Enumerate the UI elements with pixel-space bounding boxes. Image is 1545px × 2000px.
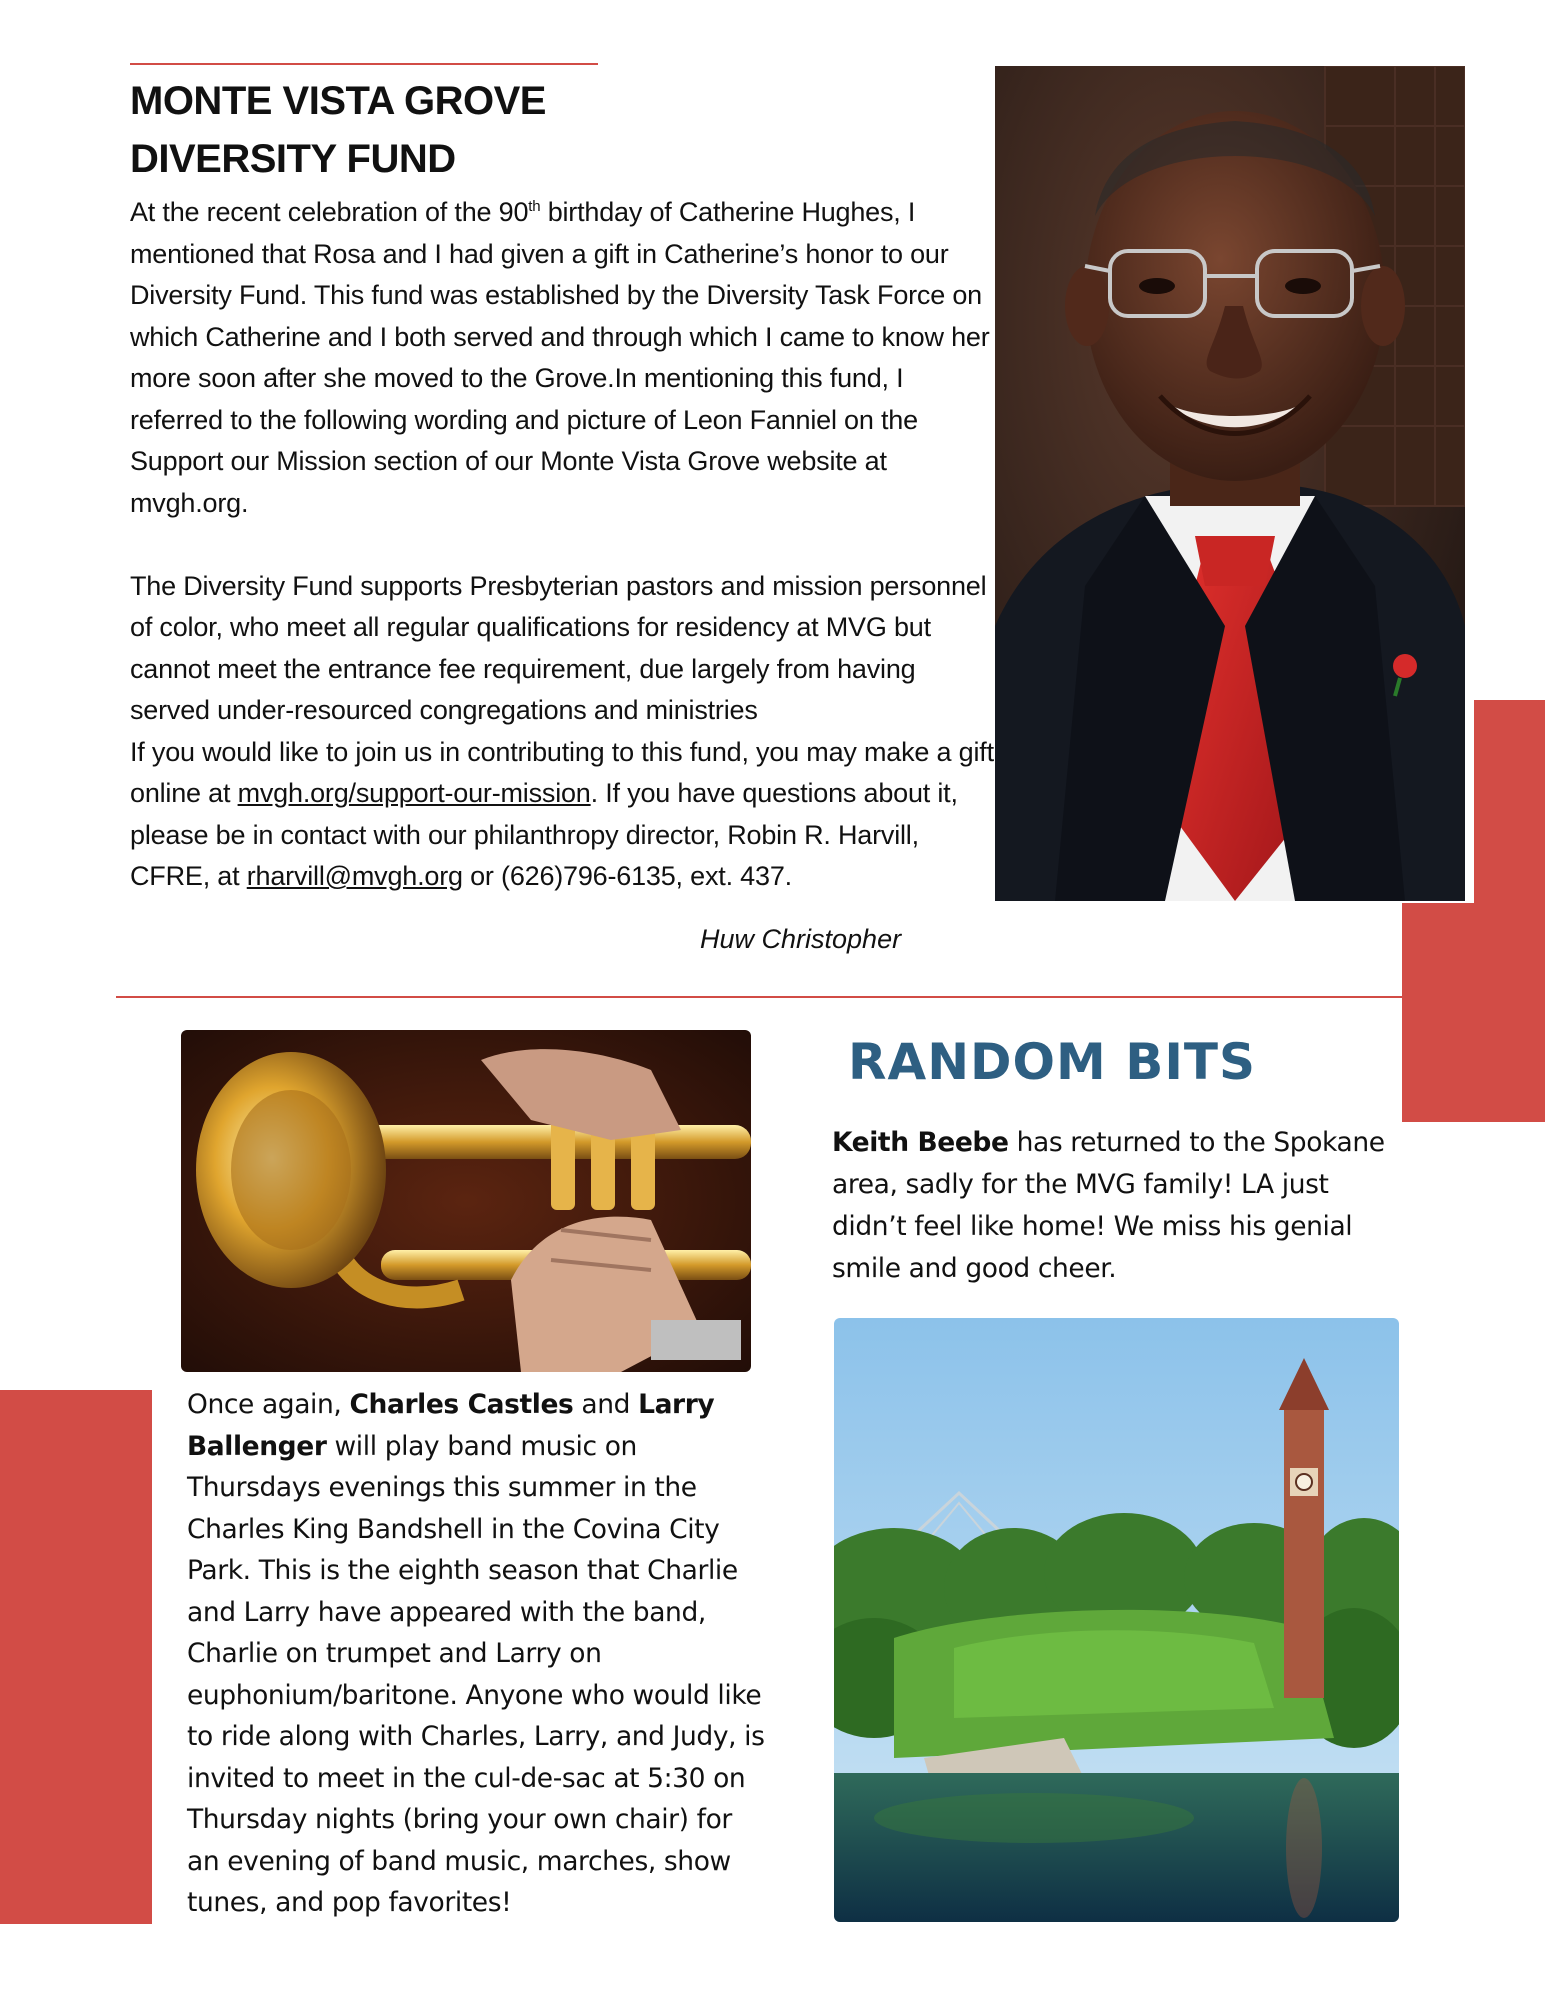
trumpet-photo [181, 1030, 751, 1372]
decorative-red-block-left [0, 1390, 152, 1924]
article-paragraph-1: At the recent celebration of the 90th birthday of Catherine Hughes, I mentioned that Rosa and I had given a gift in Catherine’s honor to our Diversity Fund. This fund was established by the Diversity Task Force on which Catherine and I both served and through which I came to know her more soon after she moved to the Grove.In mentioning this fund, I referred to the following wording and picture of Leon Fanniel on the Support our Mission section of our Monte Vista Grove website at mvgh.org. [130, 197, 990, 518]
decorative-red-block-right-lower [1402, 903, 1545, 1122]
article-paragraph-3: If you would like to join us in contributing to this fund, you may make a gift online at mvgh.org/support-our-mission. If you have questions about it, please be in contact with our philanthropy director, Robin R. Harvill, CFRE, at rharvill@mvgh.org or (626)796-6135, ext. 437. [130, 736, 994, 891]
title-line-2: DIVERSITY FUND [130, 137, 456, 181]
support-mission-link[interactable]: mvgh.org/support-our-mission [237, 778, 591, 808]
charles-castles-name: Charles Castles [349, 1389, 574, 1420]
email-link[interactable]: rharvill@mvgh.org [246, 861, 463, 891]
article-title [130, 72, 650, 188]
spokane-park-photo [834, 1318, 1399, 1922]
article-body [130, 192, 1000, 898]
article-paragraph-2: The Diversity Fund supports Presbyterian pastors and mission personnel of color, who meet all regular qualifications for residency at MVG but cannot meet the entrance fee requirement, due largely from having served under-resourced congregations and ministries [130, 570, 987, 725]
random-bits-heading: RANDOM BITS [848, 1033, 1257, 1091]
title-line-1: MONTE VISTA GROVE [130, 79, 546, 123]
keith-beebe-note: Keith Beebe has returned to the Spokane area, sadly for the MVG family! LA just didn’t feel like home! We miss his genial smile and good cheer. [832, 1127, 1385, 1284]
larry-ballenger-name: Larry Ballenger [187, 1389, 715, 1462]
band-music-note: Once again, Charles Castles and Larry Ballenger will play band music on Thursdays evenings this summer in the Charles King Bandshell in the Covina City Park. This is the eighth season that Charlie and Larry have appeared with the band, Charlie on trumpet and Larry on euphonium/baritone. Anyone who would like to ride along with Charles, Larry, and Judy, is invited to meet in the cul-de-sac at 5:30 on Thursday nights (bring your own chair) for an evening of band music, marches, show tunes, and pop favorites! [187, 1389, 765, 1918]
ordinal-suffix: th [528, 198, 541, 215]
title-top-rule [130, 63, 598, 65]
keith-name: Keith Beebe [832, 1127, 1009, 1158]
article-author: Huw Christopher [700, 924, 902, 954]
portrait-photo [995, 66, 1465, 901]
section-divider [116, 996, 1402, 998]
